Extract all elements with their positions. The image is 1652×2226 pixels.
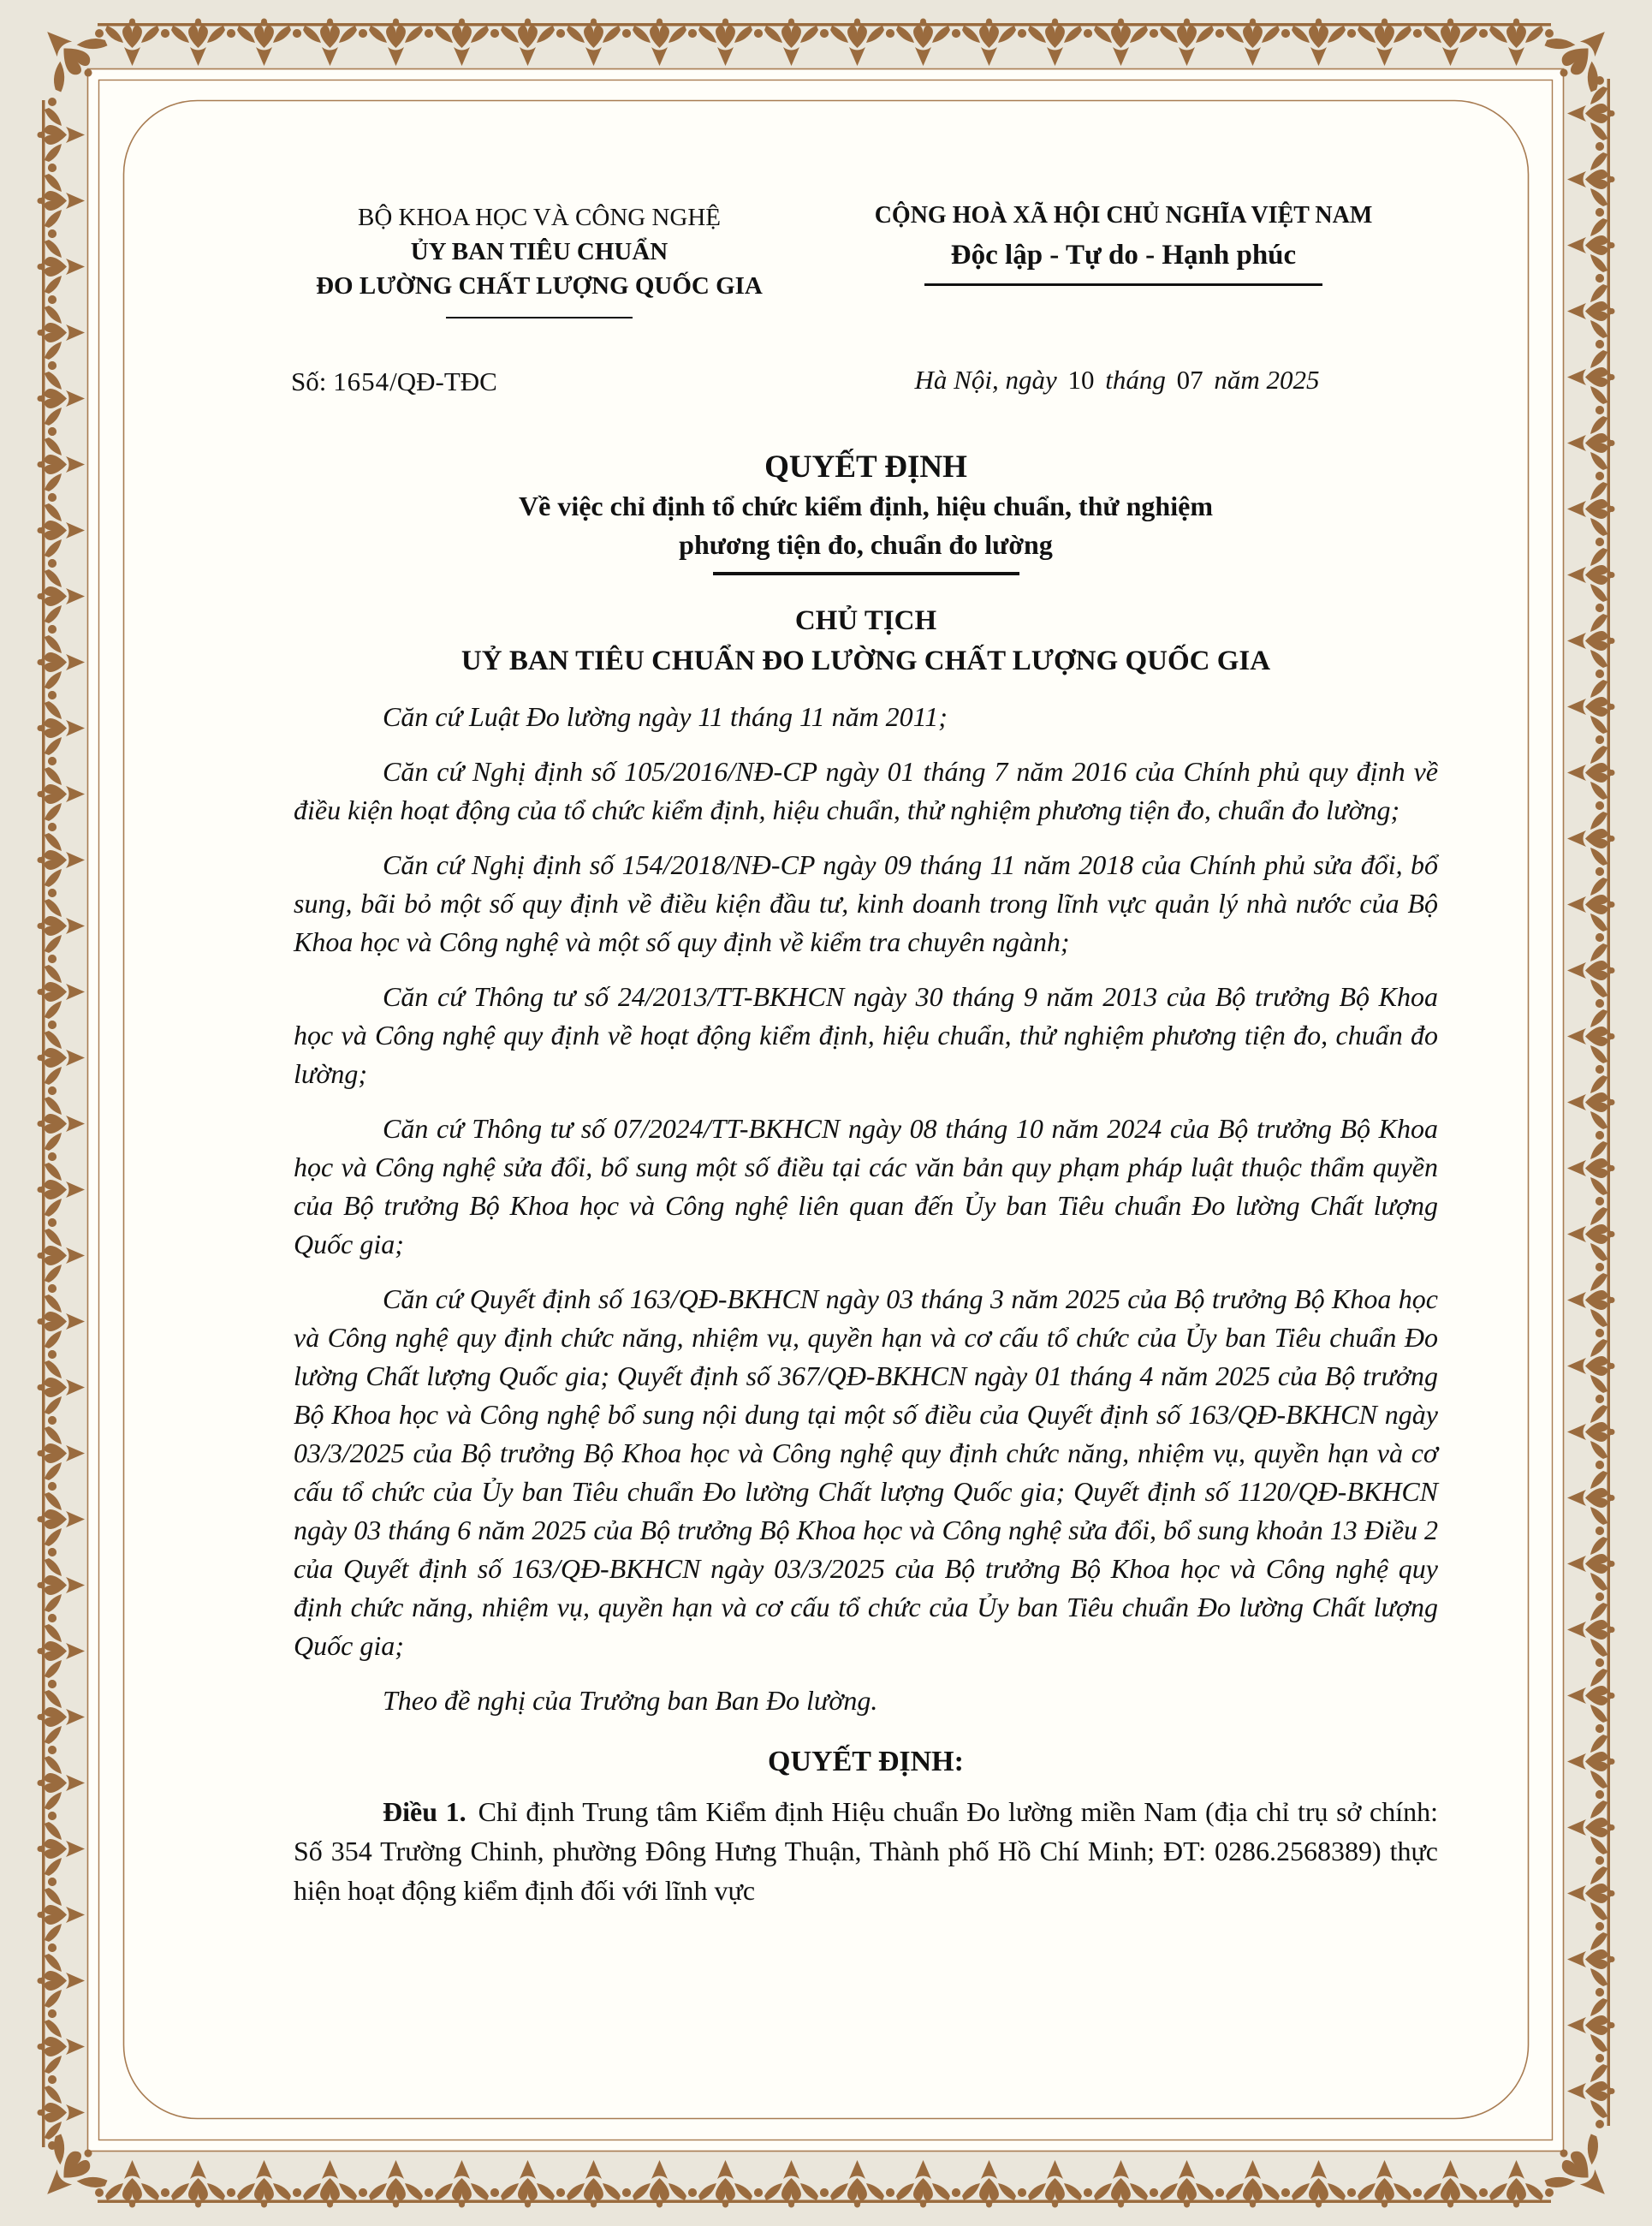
- recital-paragraph: Căn cứ Quyết định số 163/QĐ-BKHCN ngày 03 tháng 3 năm 2025 của Bộ trưởng Bộ Khoa học và Công nghệ quy định chức năng, nhiệm vụ, quyền hạn và cơ cấu tổ chức của Ủy ban Tiêu chuẩn Đo lường Chất lượng Quốc gia; Quyết định số 367/QĐ-BKHCN ngày 01 tháng 4 năm 2025 của Bộ trưởng Bộ Khoa học và Công nghệ bổ sung nội dung tại một số điều của Quyết định số 163/QĐ-BKHCN ngày 03/3/2025 của Bộ trưởng Bộ Khoa học và Công nghệ quy định chức năng, nhiệm vụ, quyền hạn và cơ cấu tổ chức của Ủy ban Tiêu chuẩn Đo lường Chất lượng Quốc gia; Quyết định số 1120/QĐ-BKHCN ngày 03 tháng 6 năm 2025 của Bộ trưởng Bộ Khoa học và Công nghệ sửa đổi, bổ sung khoản 13 Điều 2 của Quyết định số 163/QĐ-BKHCN ngày 03/3/2025 của Bộ trưởng Bộ Khoa học và Công nghệ quy định chức năng, nhiệm vụ, quyền hạn và cơ cấu tổ chức của Ủy ban Tiêu chuẩn Đo lường Chất lượng Quốc gia;: [294, 1283, 1438, 1661]
- authority-org: UỶ BAN TIÊU CHUẨN ĐO LƯỜNG CHẤT LƯỢNG QUỐC GIA: [461, 646, 1271, 676]
- place-and-date: [839, 365, 1395, 396]
- decision-heading: QUYẾT ĐỊNH:: [768, 1746, 964, 1777]
- date-year: 2025: [1266, 365, 1320, 395]
- document-title: QUYẾT ĐỊNH: [764, 449, 967, 485]
- issuer-underline: [446, 317, 633, 318]
- border-band-top: [95, 19, 1554, 67]
- border-band-right: [1567, 76, 1615, 2128]
- border-band-left: [38, 98, 86, 2150]
- date-day: 10: [1067, 365, 1095, 395]
- border-band-bottom: [95, 2160, 1554, 2208]
- article-1-text: Chỉ định Trung tâm Kiểm định Hiệu chuẩn Đo lường miền Nam (địa chỉ trụ sở chính: Số 354 Trường Chinh, phường Đông Hưng Thuận, Thành phố Hồ Chí Minh; ĐT: 0286.2568389) thực hiện hoạt động kiểm định đối với lĩnh vực: [294, 1796, 1439, 1906]
- motto-underline: [924, 283, 1322, 286]
- national-name: CỘNG HOÀ XÃ HỘI CHỦ NGHĨA VIỆT NAM: [874, 202, 1373, 229]
- article-1-label: Điều 1.: [383, 1796, 466, 1827]
- date-year-label: năm: [1214, 365, 1260, 395]
- date-month-label: tháng: [1105, 365, 1166, 395]
- number-label: Số:: [291, 366, 327, 396]
- recitals-section: [294, 698, 1438, 1720]
- authority-title: CHỦ TỊCH: [794, 605, 937, 636]
- article-1-paragraph: [294, 1792, 1438, 1910]
- document-body: [294, 448, 1438, 1910]
- national-motto-block: [856, 199, 1391, 274]
- date-month: 07: [1176, 365, 1203, 395]
- number-suffix: /QĐ-TĐC: [389, 366, 497, 396]
- signing-authority-block: [294, 601, 1438, 681]
- recital-paragraph: Theo đề nghị của Trưởng ban Ban Đo lường.: [383, 1685, 878, 1716]
- number-value: 1654: [333, 366, 390, 396]
- title-underline: [713, 572, 1019, 575]
- document-number: [291, 366, 497, 397]
- recital-paragraph: Căn cứ Luật Đo lường ngày 11 tháng 11 năm 2011;: [383, 701, 948, 732]
- recital-paragraph: Căn cứ Thông tư số 24/2013/TT-BKHCN ngày 30 tháng 9 năm 2013 của Bộ trưởng Bộ Khoa học và Công nghệ quy định về hoạt động kiểm định, hiệu chuẩn, thử nghiệm phương tiện đo, chuẩn đo lường;: [294, 981, 1438, 1089]
- issuer-org-line1: ỦY BAN TIÊU CHUẨN: [410, 238, 669, 265]
- recital-paragraph: Căn cứ Nghị định số 105/2016/NĐ-CP ngày 01 tháng 7 năm 2016 của Chính phủ quy định về điều kiện hoạt động của tổ chức kiểm định, hiệu chuẩn, thử nghiệm phương tiện đo, chuẩn đo lường;: [294, 756, 1438, 825]
- issuer-parent-ministry: BỘ KHOA HỌC VÀ CÔNG NGHỆ: [357, 204, 721, 231]
- document-subject-line2: phương tiện đo, chuẩn đo lường: [679, 529, 1053, 560]
- motto-line: Độc lập - Tự do - Hạnh phúc: [950, 240, 1297, 271]
- recital-paragraph: Căn cứ Thông tư số 07/2024/TT-BKHCN ngày 08 tháng 10 năm 2024 của Bộ trưởng Bộ Khoa học và Công nghệ sửa đổi, bổ sung một số điều tại các văn bản quy phạm pháp luật thuộc thẩm quyền của Bộ trưởng Bộ Khoa học và Công nghệ liên quan đến Ủy ban Tiêu chuẩn Đo lường Chất lượng Quốc gia;: [294, 1113, 1438, 1259]
- issuer-block: [274, 200, 805, 303]
- recital-paragraph: Căn cứ Nghị định số 154/2018/NĐ-CP ngày 09 tháng 11 năm 2018 của Chính phủ sửa đổi, bổ sung, bãi bỏ một số quy định về điều kiện đầu tư, kinh doanh trong lĩnh vực quản lý nhà nước của Bộ Khoa học và Công nghệ và một số quy định về kiểm tra chuyên ngành;: [294, 849, 1438, 957]
- date-place: Hà Nội, ngày: [914, 365, 1057, 395]
- issuer-org-line2: ĐO LƯỜNG CHẤT LƯỢNG QUỐC GIA: [316, 272, 763, 300]
- document-subject-line1: Về việc chỉ định tổ chức kiểm định, hiệu chuẩn, thử nghiệm: [519, 491, 1213, 521]
